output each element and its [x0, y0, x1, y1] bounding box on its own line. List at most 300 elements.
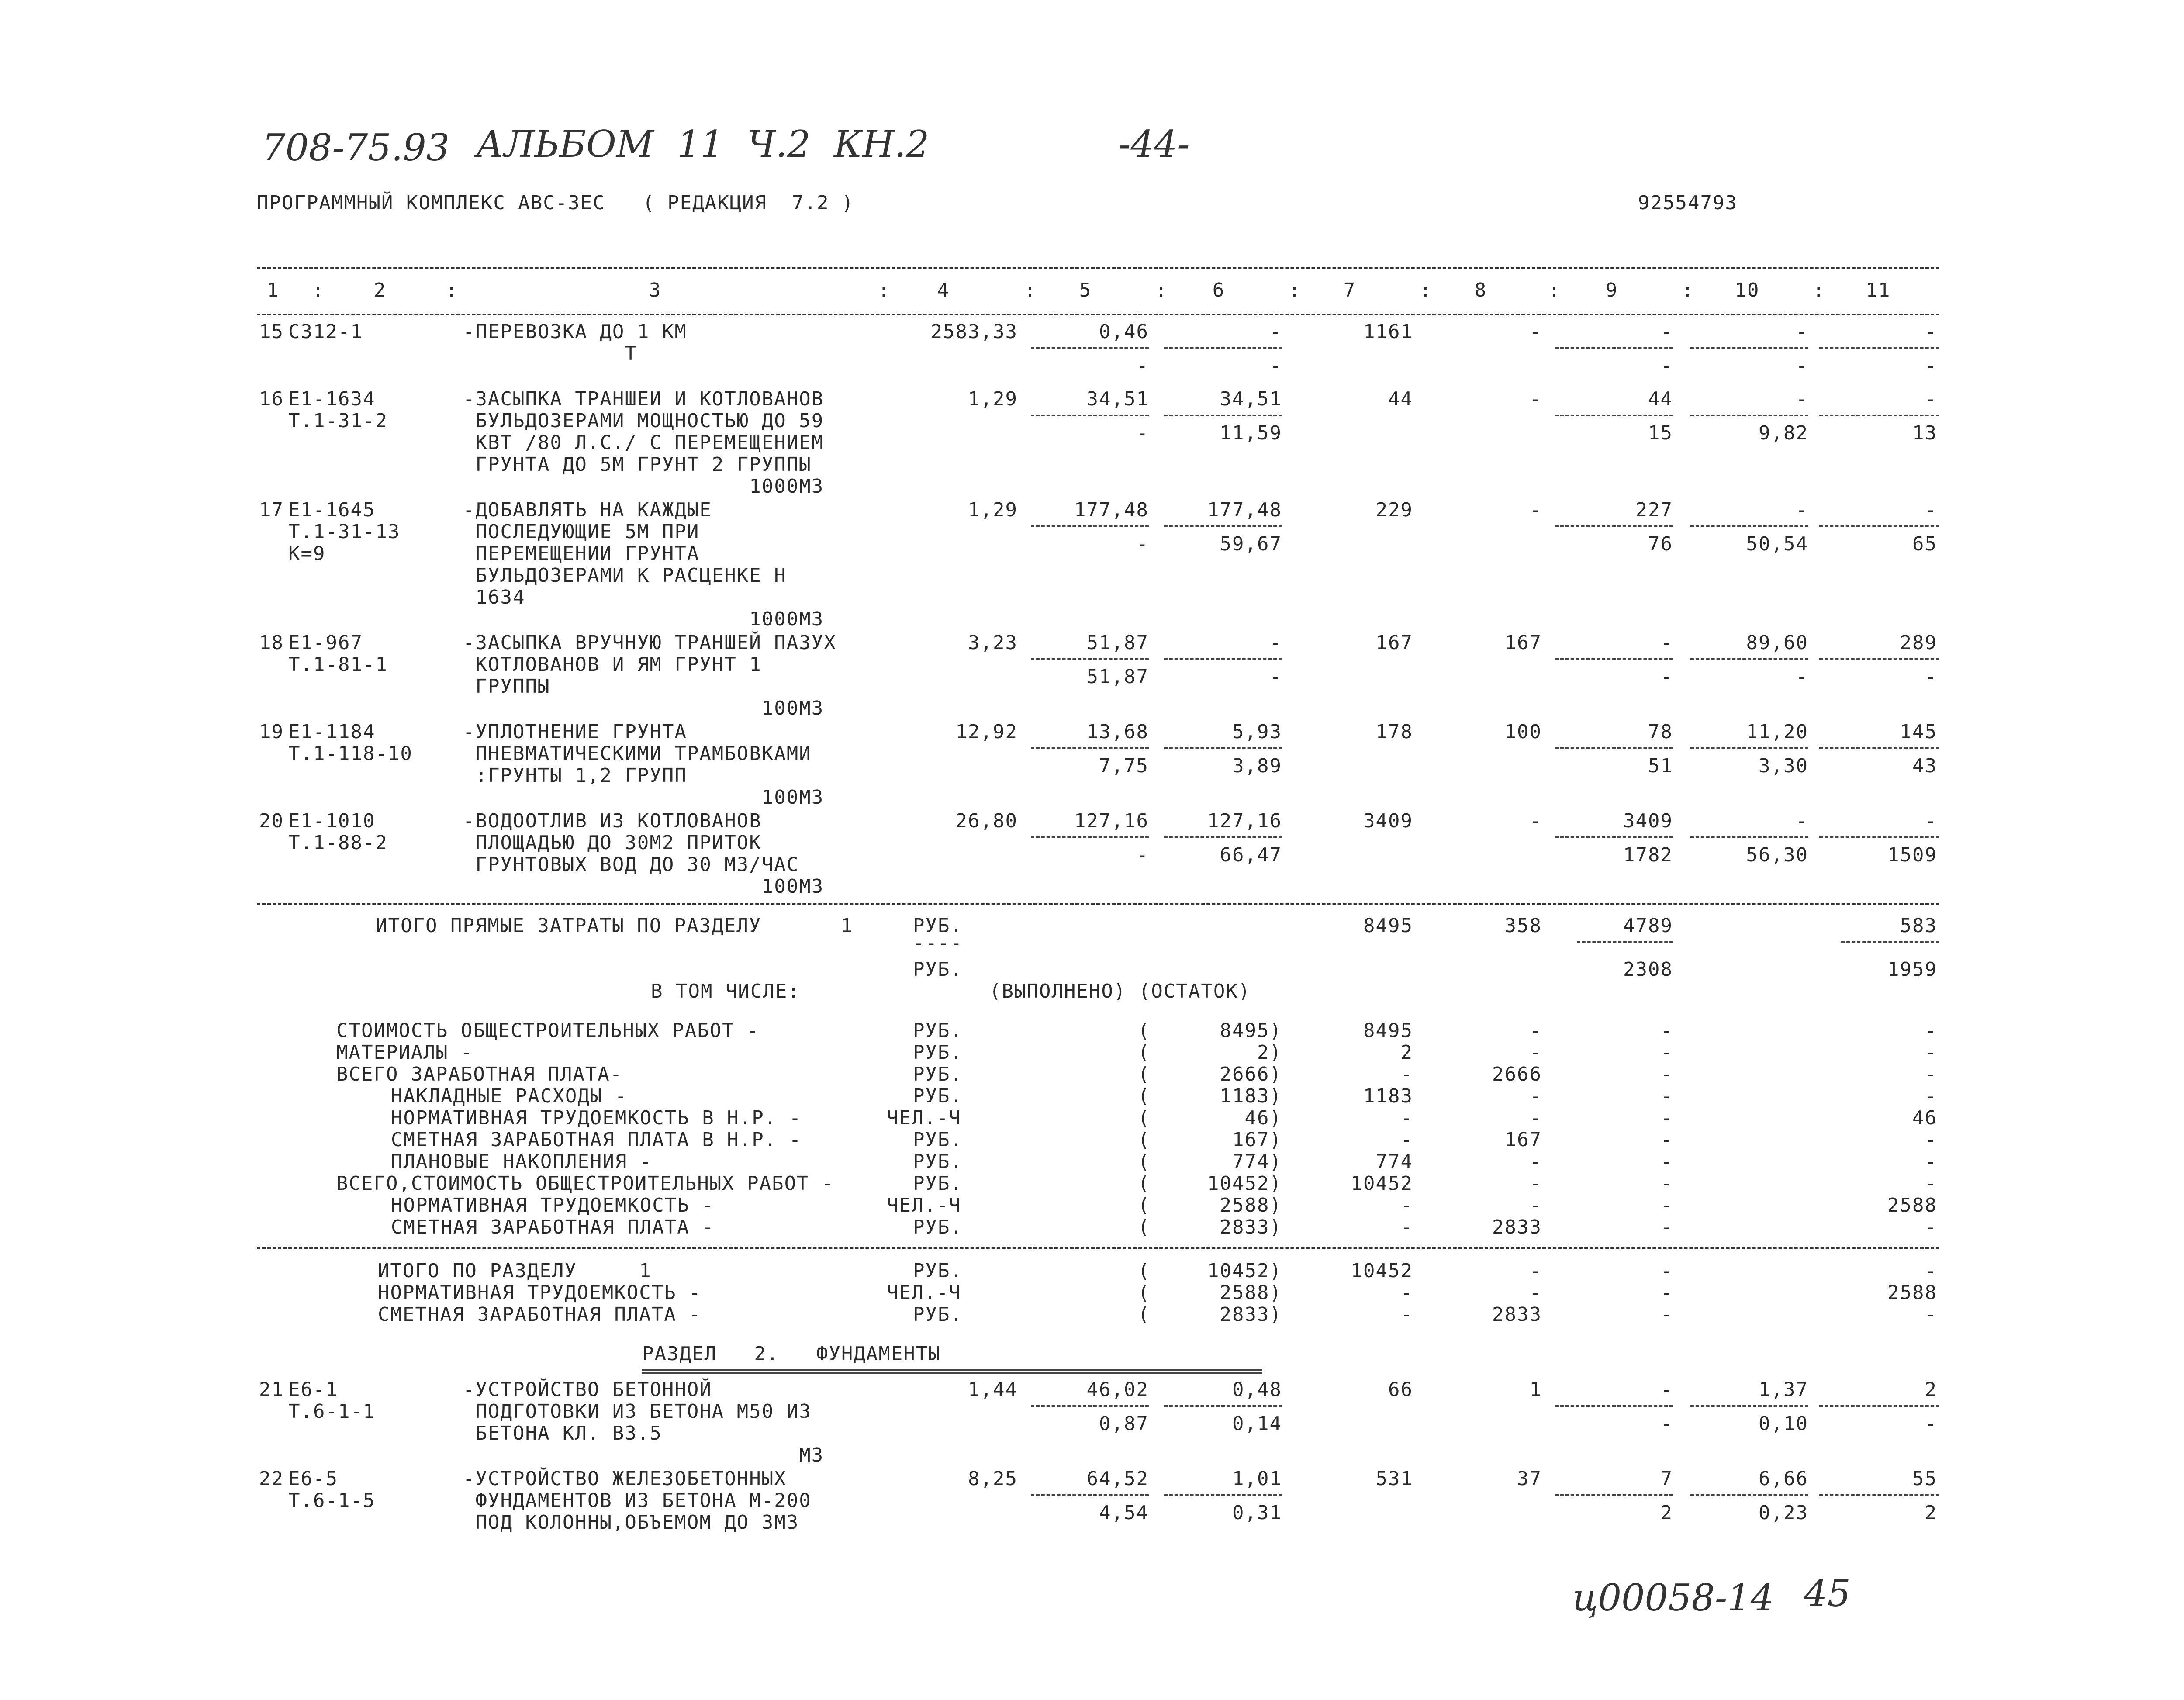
cell-split-rule	[1819, 836, 1939, 838]
cell-c6-bottom: 0,14	[1232, 1412, 1282, 1435]
breakdown-c9: -	[1660, 1216, 1673, 1238]
cell-c6-bottom: 0,31	[1232, 1501, 1282, 1524]
row-description: Т	[463, 342, 637, 365]
cell-c5-top: 64,52	[1086, 1468, 1149, 1490]
row-description: 100М3	[463, 697, 824, 719]
section-total-c11: 2588	[1887, 1282, 1937, 1304]
breakdown-done-value: 10452)	[1207, 1172, 1282, 1195]
cell-split-rule	[1031, 747, 1149, 749]
cell-c11-bottom: 2	[1925, 1501, 1937, 1524]
column-separator: :	[1682, 279, 1694, 301]
cell-split-rule	[1164, 415, 1282, 416]
cell-c9-bottom: -	[1660, 665, 1673, 688]
cell-split-rule	[1819, 1405, 1939, 1407]
row-number: 21	[259, 1379, 284, 1401]
breakdown-label: НАКЛАДНЫЕ РАСХОДЫ -	[391, 1085, 628, 1107]
breakdown-done-value: 2666)	[1220, 1063, 1282, 1085]
section-total-c8: 2833	[1492, 1303, 1542, 1326]
totals-unit-dash: ----	[913, 932, 963, 954]
breakdown-c8: 2833	[1492, 1216, 1542, 1238]
cell-split-rule	[1819, 415, 1939, 416]
breakdown-c11: 46	[1912, 1107, 1937, 1129]
section-total-done-value: 2833)	[1220, 1303, 1282, 1326]
done-remaining-label: (ВЫПОЛНЕНО) (ОСТАТОК)	[989, 980, 1251, 1002]
breakdown-c9: -	[1660, 1063, 1673, 1085]
breakdown-c7: 774	[1375, 1151, 1413, 1173]
cell-c9-bottom: -	[1660, 1412, 1673, 1435]
section-total-c7: -	[1400, 1303, 1413, 1326]
cell-c9-top: -	[1660, 321, 1673, 343]
cell-c11-top: -	[1925, 810, 1937, 832]
row-number: 15	[259, 321, 284, 343]
breakdown-unit: ЧЕЛ.-Ч	[887, 1194, 961, 1216]
row-description: -ЗАСЫПКА ВРУЧНУЮ ТРАНШЕЙ ПАЗУХ	[463, 632, 836, 654]
column-separator: :	[1548, 279, 1561, 301]
row-description: КОТЛОВАНОВ И ЯМ ГРУНТ 1	[463, 653, 762, 676]
cell-c10-top: 11,20	[1746, 721, 1808, 743]
cell-c6-bottom: -	[1269, 354, 1282, 377]
row-description: 1000М3	[463, 475, 824, 498]
cell-split-rule	[1031, 415, 1149, 416]
section-total-c11: -	[1925, 1260, 1937, 1282]
section-total-unit: РУБ.	[913, 1303, 963, 1326]
column-separator: :	[1813, 279, 1825, 301]
breakdown-unit: РУБ.	[913, 1151, 963, 1173]
cell-c8: -	[1529, 499, 1542, 521]
cell-split-rule	[1031, 1405, 1149, 1407]
row-number: 17	[259, 499, 284, 521]
row-code: К=9	[288, 542, 326, 565]
cell-c7: 66	[1388, 1379, 1413, 1401]
section-total-c7: -	[1400, 1282, 1413, 1304]
row-code: Т.1-81-1	[288, 653, 388, 676]
cell-c10-bottom: 56,30	[1746, 843, 1808, 866]
breakdown-done-value: 8495)	[1220, 1019, 1282, 1042]
row-code: Е6-1	[288, 1379, 338, 1401]
cell-c9-bottom: 15	[1648, 422, 1673, 444]
cell-c9-bottom: 1782	[1623, 843, 1673, 866]
cell-c9-top: 3409	[1623, 810, 1673, 832]
cell-c10-bottom: 9,82	[1759, 422, 1808, 444]
row-number: 20	[259, 810, 284, 832]
row-number: 16	[259, 388, 284, 410]
open-paren: (	[1138, 1041, 1151, 1064]
cell-split-rule	[1690, 1494, 1808, 1496]
cell-split-rule	[1555, 836, 1673, 838]
breakdown-unit: РУБ.	[913, 1063, 963, 1085]
open-paren: (	[1138, 1129, 1151, 1151]
cell-split-rule	[1690, 658, 1808, 660]
column-separator: :	[312, 279, 325, 301]
row-description: ПОДГОТОВКИ ИЗ БЕТОНА М50 ИЗ	[463, 1400, 812, 1423]
breakdown-done-value: 2833)	[1220, 1216, 1282, 1238]
breakdown-unit: РУБ.	[913, 1216, 963, 1238]
totals-split-rule	[1577, 941, 1673, 943]
cell-c8: 1	[1529, 1379, 1542, 1401]
cell-split-rule	[1690, 415, 1808, 416]
cell-c8: 167	[1504, 632, 1542, 654]
row-description: ГРУНТА ДО 5М ГРУНТ 2 ГРУППЫ	[463, 453, 812, 476]
column-header-10: 10	[1735, 279, 1760, 301]
section-total-rule	[257, 1247, 1939, 1249]
breakdown-label: СМЕТНАЯ ЗАРАБОТНАЯ ПЛАТА -	[391, 1216, 715, 1238]
cell-split-rule	[1819, 658, 1939, 660]
row-description: КВТ /80 Л.С./ С ПЕРЕМЕЩЕНИЕМ	[463, 432, 824, 454]
breakdown-c11: -	[1925, 1216, 1937, 1238]
open-paren: (	[1138, 1260, 1151, 1282]
cell-c9-bottom: 51	[1648, 754, 1673, 777]
cell-c5-bottom: 51,87	[1086, 665, 1149, 688]
row-code: Е1-967	[288, 632, 363, 654]
breakdown-c9: -	[1660, 1172, 1673, 1195]
cell-split-rule	[1555, 525, 1673, 527]
breakdown-unit: ЧЕЛ.-Ч	[887, 1107, 961, 1129]
cell-split-rule	[1031, 836, 1149, 838]
breakdown-c11: 2588	[1887, 1194, 1937, 1216]
cell-c10-top: 6,66	[1759, 1468, 1808, 1490]
totals-c11-top: 583	[1900, 915, 1937, 937]
totals-label: ИТОГО ПРЯМЫЕ ЗАТРАТЫ ПО РАЗДЕЛУ	[376, 915, 762, 937]
breakdown-c8: -	[1529, 1019, 1542, 1042]
cell-c4: 12,92	[955, 721, 1018, 743]
row-description: 100М3	[463, 875, 824, 898]
cell-split-rule	[1164, 658, 1282, 660]
row-description: 100М3	[463, 786, 824, 809]
section-total-done-value: 2588)	[1220, 1282, 1282, 1304]
breakdown-label: МАТЕРИАЛЫ -	[336, 1041, 473, 1064]
cell-c6-bottom: 66,47	[1220, 843, 1282, 866]
breakdown-c8: -	[1529, 1194, 1542, 1216]
cell-c4: 1,44	[968, 1379, 1018, 1401]
breakdown-label: СТОИМОСТЬ ОБЩЕСТРОИТЕЛЬНЫХ РАБОТ -	[336, 1019, 760, 1042]
breakdown-c7: 10452	[1351, 1172, 1413, 1195]
cell-c5-top: 127,16	[1074, 810, 1149, 832]
cell-c5-bottom: 7,75	[1099, 754, 1149, 777]
breakdown-done-value: 2588)	[1220, 1194, 1282, 1216]
cell-split-rule	[1555, 747, 1673, 749]
cell-c10-bottom: 0,10	[1759, 1412, 1808, 1435]
breakdown-c11: -	[1925, 1172, 1937, 1195]
row-description: БЕТОНА КЛ. В3.5	[463, 1422, 662, 1444]
column-separator: :	[1289, 279, 1301, 301]
row-description: М3	[463, 1444, 824, 1466]
row-number: 19	[259, 721, 284, 743]
row-description: 1000М3	[463, 608, 824, 630]
breakdown-c8: 2666	[1492, 1063, 1542, 1085]
row-code: Е1-1634	[288, 388, 376, 410]
cell-c7: 1161	[1363, 321, 1413, 343]
cell-c7: 44	[1388, 388, 1413, 410]
breakdown-unit: РУБ.	[913, 1041, 963, 1064]
column-header-11: 11	[1866, 279, 1891, 301]
row-code: Т.1-118-10	[288, 743, 413, 765]
cell-c11-top: 289	[1900, 632, 1937, 654]
handwritten-footer-page: 45	[1804, 1572, 1851, 1615]
row-code: Е6-5	[288, 1468, 338, 1490]
cell-split-rule	[1164, 1405, 1282, 1407]
cell-c4: 26,80	[955, 810, 1018, 832]
cell-c7: 531	[1375, 1468, 1413, 1490]
section-total-label: СМЕТНАЯ ЗАРАБОТНАЯ ПЛАТА -	[378, 1303, 702, 1326]
row-description: ПОСЛЕДУЮЩИЕ 5М ПРИ	[463, 521, 700, 543]
row-description: ГРУНТОВЫХ ВОД ДО 30 М3/ЧАС	[463, 853, 799, 876]
breakdown-c7: 2	[1400, 1041, 1413, 1064]
section-2-underline	[642, 1369, 1262, 1374]
row-description: -ДОБАВЛЯТЬ НА КАЖДЫЕ	[463, 499, 712, 521]
totals-c9-bottom: 2308	[1623, 958, 1673, 981]
program-header: ПРОГРАММНЫЙ КОМПЛЕКС АВС-ЗЕС ( РЕДАКЦИЯ 7.2 )	[257, 192, 854, 214]
cell-c11-bottom: 1509	[1887, 843, 1937, 866]
cell-c6-bottom: 59,67	[1220, 532, 1282, 555]
column-header-6: 6	[1212, 279, 1225, 301]
cell-c4: 1,29	[968, 388, 1018, 410]
breakdown-c9: -	[1660, 1129, 1673, 1151]
cell-c11-bottom: -	[1925, 354, 1937, 377]
cell-split-rule	[1819, 1494, 1939, 1496]
breakdown-done-value: 167)	[1232, 1129, 1282, 1151]
breakdown-c11: -	[1925, 1151, 1937, 1173]
cell-c6-top: 177,48	[1207, 499, 1282, 521]
row-description: -ВОДООТЛИВ ИЗ КОТЛОВАНОВ	[463, 810, 762, 832]
breakdown-c7: -	[1400, 1194, 1413, 1216]
cell-c5-top: 51,87	[1086, 632, 1149, 654]
cell-split-rule	[1164, 836, 1282, 838]
section-total-unit: РУБ.	[913, 1260, 963, 1282]
breakdown-unit: РУБ.	[913, 1019, 963, 1042]
cell-c11-top: 145	[1900, 721, 1937, 743]
breakdown-c11: -	[1925, 1041, 1937, 1064]
section-2-title: РАЗДЕЛ 2. ФУНДАМЕНТЫ	[642, 1343, 941, 1365]
row-description: 1634	[463, 586, 525, 608]
cell-c10-bottom: 0,23	[1759, 1501, 1808, 1524]
breakdown-c9: -	[1660, 1107, 1673, 1129]
cell-c6-bottom: 11,59	[1220, 422, 1282, 444]
breakdown-c9: -	[1660, 1085, 1673, 1107]
column-separator: :	[1420, 279, 1432, 301]
section-total-unit: ЧЕЛ.-Ч	[887, 1282, 961, 1304]
breakdown-done-value: 46)	[1244, 1107, 1282, 1129]
column-header-8: 8	[1474, 279, 1487, 301]
open-paren: (	[1138, 1019, 1151, 1042]
cell-c6-top: 127,16	[1207, 810, 1282, 832]
cell-c10-top: 1,37	[1759, 1379, 1808, 1401]
row-description: -ПЕРЕВОЗКА ДО 1 КМ	[463, 321, 687, 343]
cell-c11-top: 55	[1912, 1468, 1937, 1490]
row-code: Т.1-88-2	[288, 832, 388, 854]
document-number: 92554793	[1638, 192, 1738, 214]
cell-c6-bottom: 3,89	[1232, 754, 1282, 777]
row-code: Е1-1184	[288, 721, 376, 743]
open-paren: (	[1138, 1172, 1151, 1195]
cell-c5-bottom: -	[1136, 354, 1149, 377]
row-code: Т.6-1-1	[288, 1400, 376, 1423]
breakdown-done-value: 2)	[1257, 1041, 1282, 1064]
column-header-1: 1	[266, 279, 280, 301]
breakdown-c8: -	[1529, 1041, 1542, 1064]
cell-c7: 3409	[1363, 810, 1413, 832]
column-separator: :	[878, 279, 891, 301]
breakdown-c7: -	[1400, 1107, 1413, 1129]
cell-c11-top: 2	[1925, 1379, 1937, 1401]
breakdown-c8: -	[1529, 1151, 1542, 1173]
totals-c11-bottom: 1959	[1887, 958, 1937, 981]
cell-c10-top: -	[1796, 810, 1808, 832]
totals-c8: 358	[1504, 915, 1542, 937]
cell-split-rule	[1819, 347, 1939, 349]
cell-split-rule	[1690, 836, 1808, 838]
cell-c10-bottom: -	[1796, 354, 1808, 377]
section-total-c9: -	[1660, 1303, 1673, 1326]
cell-split-rule	[1031, 1494, 1149, 1496]
open-paren: (	[1138, 1194, 1151, 1216]
section-total-c8: -	[1529, 1260, 1542, 1282]
cell-c4: 2583,33	[930, 321, 1018, 343]
cell-split-rule	[1690, 347, 1808, 349]
cell-split-rule	[1555, 658, 1673, 660]
breakdown-c11: -	[1925, 1063, 1937, 1085]
section-total-c7: 10452	[1351, 1260, 1413, 1282]
breakdown-unit: РУБ.	[913, 1172, 963, 1195]
cell-c6-top: 5,93	[1232, 721, 1282, 743]
section-total-c8: -	[1529, 1282, 1542, 1304]
breakdown-c9: -	[1660, 1019, 1673, 1042]
section-total-label: ИТОГО ПО РАЗДЕЛУ 1	[378, 1260, 652, 1282]
breakdown-c8: -	[1529, 1172, 1542, 1195]
cell-c8: 100	[1504, 721, 1542, 743]
cell-split-rule	[1555, 347, 1673, 349]
row-code: Е1-1010	[288, 810, 376, 832]
cell-c8: 37	[1517, 1468, 1542, 1490]
column-header-5: 5	[1079, 279, 1092, 301]
open-paren: (	[1138, 1063, 1151, 1085]
section-total-label: НОРМАТИВНАЯ ТРУДОЕМКОСТЬ -	[378, 1282, 702, 1304]
cell-c9-bottom: 2	[1660, 1501, 1673, 1524]
breakdown-c8: 167	[1504, 1129, 1542, 1151]
breakdown-c9: -	[1660, 1151, 1673, 1173]
cell-c9-top: 7	[1660, 1468, 1673, 1490]
breakdown-c7: -	[1400, 1063, 1413, 1085]
totals-unit-2: РУБ.	[913, 958, 963, 981]
open-paren: (	[1138, 1085, 1151, 1107]
cell-split-rule	[1819, 747, 1939, 749]
breakdown-label: НОРМАТИВНАЯ ТРУДОЕМКОСТЬ В Н.Р. -	[391, 1107, 802, 1129]
section-total-c9: -	[1660, 1282, 1673, 1304]
cell-c5-bottom: -	[1136, 843, 1149, 866]
open-paren: (	[1138, 1282, 1151, 1304]
cell-c6-top: 1,01	[1232, 1468, 1282, 1490]
cell-split-rule	[1164, 1494, 1282, 1496]
totals-c7: 8495	[1363, 915, 1413, 937]
cell-split-rule	[1031, 525, 1149, 527]
cell-c5-bottom: 4,54	[1099, 1501, 1149, 1524]
cell-split-rule	[1555, 1494, 1673, 1496]
row-description: ПЕРЕМЕЩЕНИИ ГРУНТА	[463, 542, 700, 565]
cell-c6-top: 0,48	[1232, 1379, 1282, 1401]
cell-c5-bottom: -	[1136, 532, 1149, 555]
cell-split-rule	[1164, 525, 1282, 527]
breakdown-label: ВСЕГО,СТОИМОСТЬ ОБЩЕСТРОИТЕЛЬНЫХ РАБОТ -	[336, 1172, 834, 1195]
totals-top-rule	[257, 903, 1939, 905]
handwritten-album: АЛЬБОМ 11 Ч.2 КН.2	[476, 123, 930, 166]
row-description: БУЛЬДОЗЕРАМИ МОЩНОСТЬЮ ДО 59	[463, 410, 824, 432]
row-number: 18	[259, 632, 284, 654]
including-label: В ТОМ ЧИСЛЕ:	[651, 980, 800, 1002]
cell-c10-bottom: 50,54	[1746, 532, 1808, 555]
breakdown-c9: -	[1660, 1194, 1673, 1216]
breakdown-unit: РУБ.	[913, 1085, 963, 1107]
cell-c9-top: -	[1660, 1379, 1673, 1401]
row-description: -УСТРОЙСТВО БЕТОННОЙ	[463, 1379, 712, 1401]
column-header-4: 4	[937, 279, 950, 301]
table-top-rule	[257, 267, 1939, 269]
row-code: Т.1-31-2	[288, 410, 388, 432]
cell-split-rule	[1031, 347, 1149, 349]
breakdown-done-value: 774)	[1232, 1151, 1282, 1173]
cell-c9-top: 78	[1648, 721, 1673, 743]
cell-c5-top: 177,48	[1074, 499, 1149, 521]
open-paren: (	[1138, 1151, 1151, 1173]
column-header-9: 9	[1605, 279, 1618, 301]
cell-c9-top: 227	[1635, 499, 1673, 521]
cell-c10-top: -	[1796, 321, 1808, 343]
cell-c9-bottom: 76	[1648, 532, 1673, 555]
cell-c7: 178	[1375, 721, 1413, 743]
breakdown-c7: 1183	[1363, 1085, 1413, 1107]
row-description: -ЗАСЫПКА ТРАНШЕИ И КОТЛОВАНОВ	[463, 388, 824, 410]
breakdown-c11: -	[1925, 1129, 1937, 1151]
cell-c8: -	[1529, 388, 1542, 410]
cell-c5-top: 0,46	[1099, 321, 1149, 343]
open-paren: (	[1138, 1303, 1151, 1326]
cell-split-rule	[1164, 347, 1282, 349]
cell-c10-top: -	[1796, 499, 1808, 521]
column-separator: :	[1024, 279, 1037, 301]
cell-c11-bottom: 43	[1912, 754, 1937, 777]
column-separator: :	[1155, 279, 1168, 301]
section-total-c11: -	[1925, 1303, 1937, 1326]
totals-split-rule	[1841, 941, 1939, 943]
cell-split-rule	[1164, 747, 1282, 749]
row-code: Е1-1645	[288, 499, 376, 521]
row-number: 22	[259, 1468, 284, 1490]
cell-c4: 8,25	[968, 1468, 1018, 1490]
breakdown-label: ПЛАНОВЫЕ НАКОПЛЕНИЯ -	[391, 1151, 653, 1173]
breakdown-c11: -	[1925, 1085, 1937, 1107]
cell-c7: 229	[1375, 499, 1413, 521]
breakdown-label: НОРМАТИВНАЯ ТРУДОЕМКОСТЬ -	[391, 1194, 715, 1216]
breakdown-unit: РУБ.	[913, 1129, 963, 1151]
cell-c9-top: -	[1660, 632, 1673, 654]
cell-split-rule	[1690, 747, 1808, 749]
breakdown-c7: -	[1400, 1216, 1413, 1238]
row-description: :ГРУНТЫ 1,2 ГРУПП	[463, 764, 687, 787]
column-header-3: 3	[649, 279, 662, 301]
row-description: ПНЕВМАТИЧЕСКИМИ ТРАМБОВКАМИ	[463, 743, 812, 765]
totals-c9-top: 4789	[1623, 915, 1673, 937]
cell-c11-top: -	[1925, 321, 1937, 343]
cell-c10-bottom: 3,30	[1759, 754, 1808, 777]
cell-c5-bottom: -	[1136, 422, 1149, 444]
row-code: Т.6-1-5	[288, 1489, 376, 1512]
cell-split-rule	[1031, 658, 1149, 660]
column-header-2: 2	[373, 279, 387, 301]
row-code: С312-1	[288, 321, 363, 343]
breakdown-label: ВСЕГО ЗАРАБОТНАЯ ПЛАТА-	[336, 1063, 623, 1085]
cell-c11-bottom: -	[1925, 665, 1937, 688]
row-description: БУЛЬДОЗЕРАМИ К РАСЦЕНКЕ Н	[463, 564, 787, 587]
row-description: -УПЛОТНЕНИЕ ГРУНТА	[463, 721, 687, 743]
row-description: -УСТРОЙСТВО ЖЕЛЕЗОБЕТОННЫХ	[463, 1468, 787, 1490]
